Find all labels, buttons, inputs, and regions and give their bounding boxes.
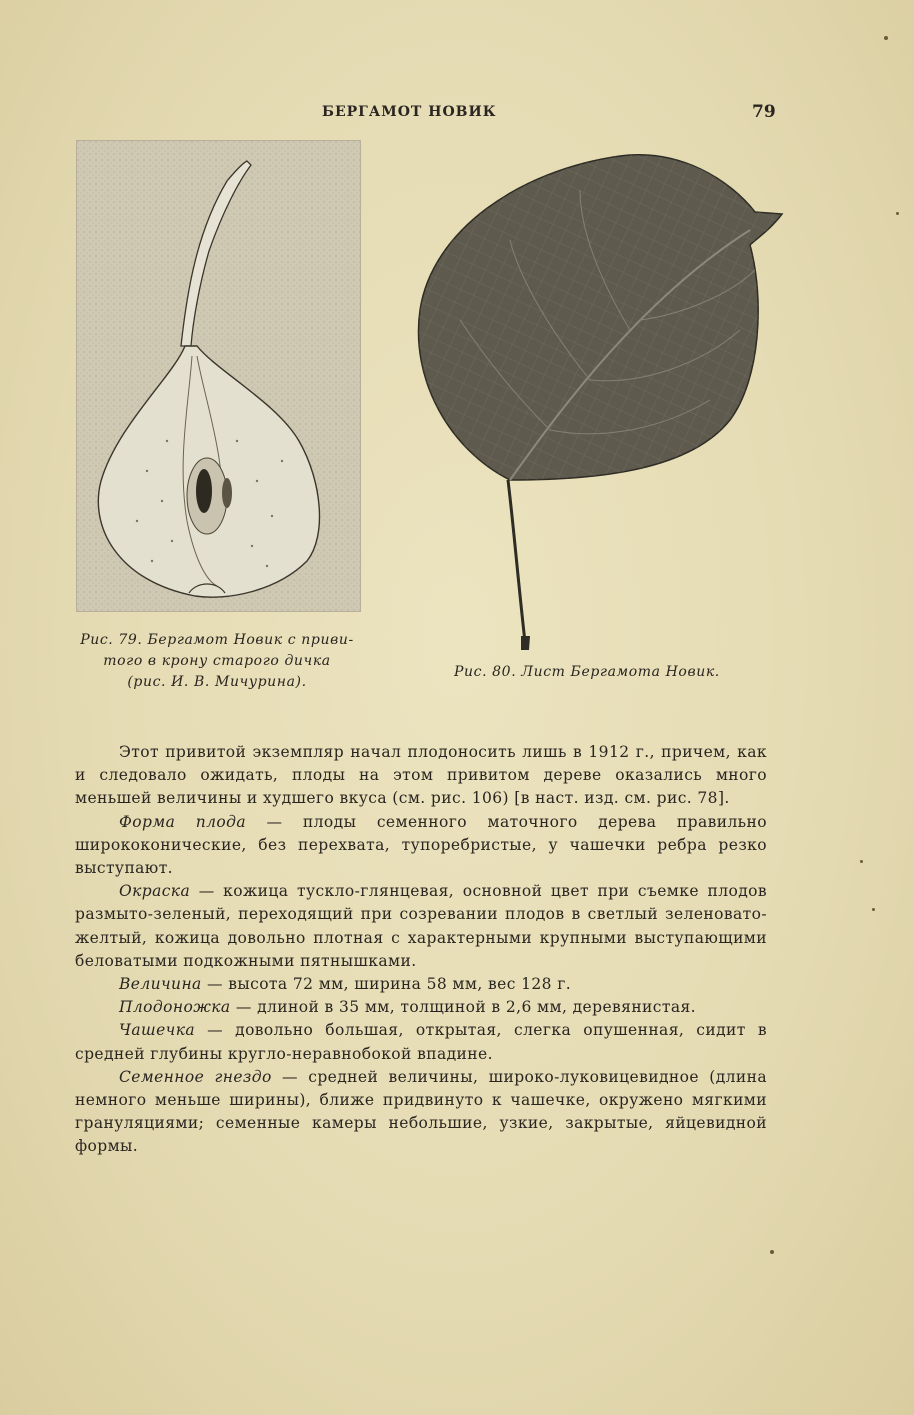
paragraph-coloring	[75, 880, 767, 973]
pear-section-illustration	[77, 141, 360, 611]
caption-79-line-2: того в крону старого дичка	[103, 653, 331, 669]
paper-speck	[896, 212, 899, 215]
paper-speck	[872, 908, 875, 911]
term-size: Величина	[119, 975, 202, 994]
text-stalk: — длиной в 35 мм, толщиной в 2,6 мм, деревянистая.	[230, 998, 696, 1017]
body-text	[75, 741, 767, 1159]
paper-speck	[860, 860, 863, 863]
caption-79-line-3: (рис. И. В. Мичурина).	[127, 674, 307, 690]
text-calyx: — довольно большая, открытая, слегка опушенная, сидит в средней глубины кругло-неравнобокой впадине.	[75, 1021, 767, 1063]
page-number: 79	[752, 102, 776, 122]
paper-speck	[770, 1250, 774, 1254]
figure-79-caption	[72, 630, 362, 693]
figure-79-pear-section	[76, 140, 361, 612]
paragraph-size	[75, 973, 767, 996]
pear-leaf-illustration	[410, 150, 790, 655]
text-coloring: — кожица тускло-глянцевая, основной цвет при съемке плодов размыто-зеленый, переходящий при созревании плодов в светлый зеленовато-желтый, кожица довольно плотная с характерными крупными выступающими беловатыми подкожными пятнышками.	[75, 882, 767, 970]
caption-79-line-1: Рис. 79. Бергамот Новик с приви-	[80, 632, 354, 648]
paragraph-stalk	[75, 996, 767, 1019]
paper-speck	[884, 36, 888, 40]
paragraph-seed-nest	[75, 1066, 767, 1159]
paragraph-calyx	[75, 1019, 767, 1065]
paragraph-fruit-shape	[75, 811, 767, 881]
term-calyx: Чашечка	[119, 1021, 196, 1040]
term-coloring: Окраска	[119, 882, 191, 901]
paragraph-grafting: Этот привитой экземпляр начал плодоносить лишь в 1912 г., причем, как и следовало ожидать, плоды на этом привитом дереве оказались много меньшей величины и худшего вкуса (см. рис. 106) [в наст. изд. см. рис. 78].	[75, 743, 767, 808]
figure-80-caption: Рис. 80. Лист Бергамота Новик.	[454, 664, 720, 680]
term-stalk: Плодоножка	[119, 998, 231, 1017]
term-fruit-shape: Форма плода	[119, 812, 246, 831]
figure-80-leaf	[410, 150, 790, 655]
text-seed-nest: — средней величины, широко-луковицевидное (длина немного меньше ширины), ближе придвинуто к чашечке, окружено мягкими грануляциями; семенные камеры небольшие, узкие, закрытые, яйцевидной формы.	[75, 1067, 767, 1156]
text-size: — высота 72 мм, ширина 58 мм, вес 128 г.	[201, 975, 572, 994]
term-seed-nest: Семенное гнездо	[119, 1067, 272, 1086]
running-title: БЕРГАМОТ НОВИК	[322, 104, 497, 120]
text-fruit-shape: — плоды семенного маточного дерева правильно ширококонические, без перехвата, тупоребристые, у чашечки ребра резко выступают.	[75, 812, 767, 878]
